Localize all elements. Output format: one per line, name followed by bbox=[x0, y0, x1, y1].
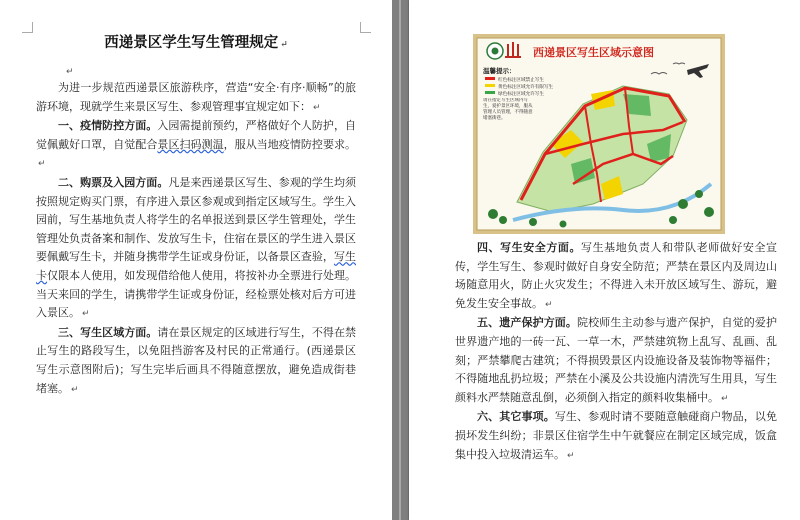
legend-swatch-yellow bbox=[485, 84, 495, 87]
empty-paragraph: ↵ bbox=[66, 67, 74, 77]
page-gap bbox=[392, 0, 409, 520]
page-corner-mark bbox=[360, 22, 371, 33]
legend-swatch-green bbox=[485, 91, 495, 94]
legend-label-green: 绿色标注区域允许写生 bbox=[498, 92, 544, 97]
scenic-area-map[interactable] bbox=[473, 34, 725, 234]
document-page-2 bbox=[409, 0, 800, 520]
section-2-paragraph: 二、购票及入园方面。凡是来西递景区写生、参观的学生均须按照规定购买门票，有序进入景区参观或到指定区域写生。学生入园前，写生基地负责人将学生的名单报送到景区学生管理处，学生管理处负责备案和制作、发放写生卡，住宿在景区的学生进入景区要佩戴写生卡，并随身携带学生证或身份证，以备景区查验，写生卡仅限本人使用，如发现借给他人使用，将按补办全票进行处理。当天来回的学生，请携带学生证或身份证，经检票处核对后方可进入景区。 ↵ bbox=[36, 175, 357, 320]
section-4-paragraph: 四、写生安全方面。写生基地负责人和带队老师做好安全宣传，学生写生、参观时做好自身安全防范；严禁在景区内及周边山场随意用火，防止火灾发生；不得进入未开放区域写生、游玩，避免发生安全事故。 ↵ bbox=[455, 241, 778, 310]
legend-label-red: 红色标注区域禁止写生 bbox=[498, 78, 544, 83]
intro-paragraph: 为进一步规范西递景区旅游秩序，营造“安全·有序·顺畅”的旅游环境，现就学生来景区写生、参观管理事宜规定如下： ↵ bbox=[36, 81, 356, 113]
legend-label-yellow: 黄色标注区域允许有限写生 bbox=[498, 85, 554, 90]
document-page-1 bbox=[0, 0, 392, 520]
section-6-paragraph: 六、其它事项。写生、参观时请不要随意触碰商户物品，以免损坏发生纠纷；非景区住宿学生中午就餐应在制定区域完成，饭盒集中投入垃圾清运车。 ↵ bbox=[455, 410, 778, 461]
page-1-body[interactable] bbox=[36, 33, 356, 399]
page-2-body[interactable] bbox=[455, 239, 777, 465]
page-corner-mark bbox=[22, 22, 33, 33]
section-3-paragraph: 三、写生区域方面。请在景区规定的区域进行写生，不得在禁止写生的路段写生，以免阻挡游客及村民的正常通行。(西递景区写生示意图附后)；写生完毕后画具不得随意摆放，避免造成街巷堵塞。 ↵ bbox=[36, 325, 357, 395]
map-title: 西递景区写生区域示意图 bbox=[533, 46, 654, 59]
section-5-paragraph: 五、遗产保护方面。院校师生主动参与遗产保护，自觉的爱护世界遗产地的一砖一瓦、一草一木，严禁建筑物上乱写、乱画、乱刻；严禁攀爬古建筑；不得损毁景区内设施设备及装饰物等福件；不得随地乱扔垃圾；严禁在小溪及公共设施内清洗写生用具，写生颜料水严禁随意乱倒，必须倒入指定的颜料收集桶中。 ↵ bbox=[455, 316, 778, 404]
document-title: 西递景区学生写生管理规定 ↵ bbox=[104, 34, 288, 51]
section-1-paragraph: 一、疫情防控方面。入园需提前预约，严格做好个人防护，自觉佩戴好口罩，自觉配合景区扫码测温，服从当地疫情防控要求。↵ bbox=[36, 119, 357, 170]
legend-title: 温馨提示： bbox=[483, 67, 516, 75]
map-note: 请在指定写生区域内写生，爱护景区环境，服从管理人员管理，不得随意堵塞街巷。 bbox=[483, 98, 533, 121]
legend-swatch-red bbox=[485, 77, 495, 80]
